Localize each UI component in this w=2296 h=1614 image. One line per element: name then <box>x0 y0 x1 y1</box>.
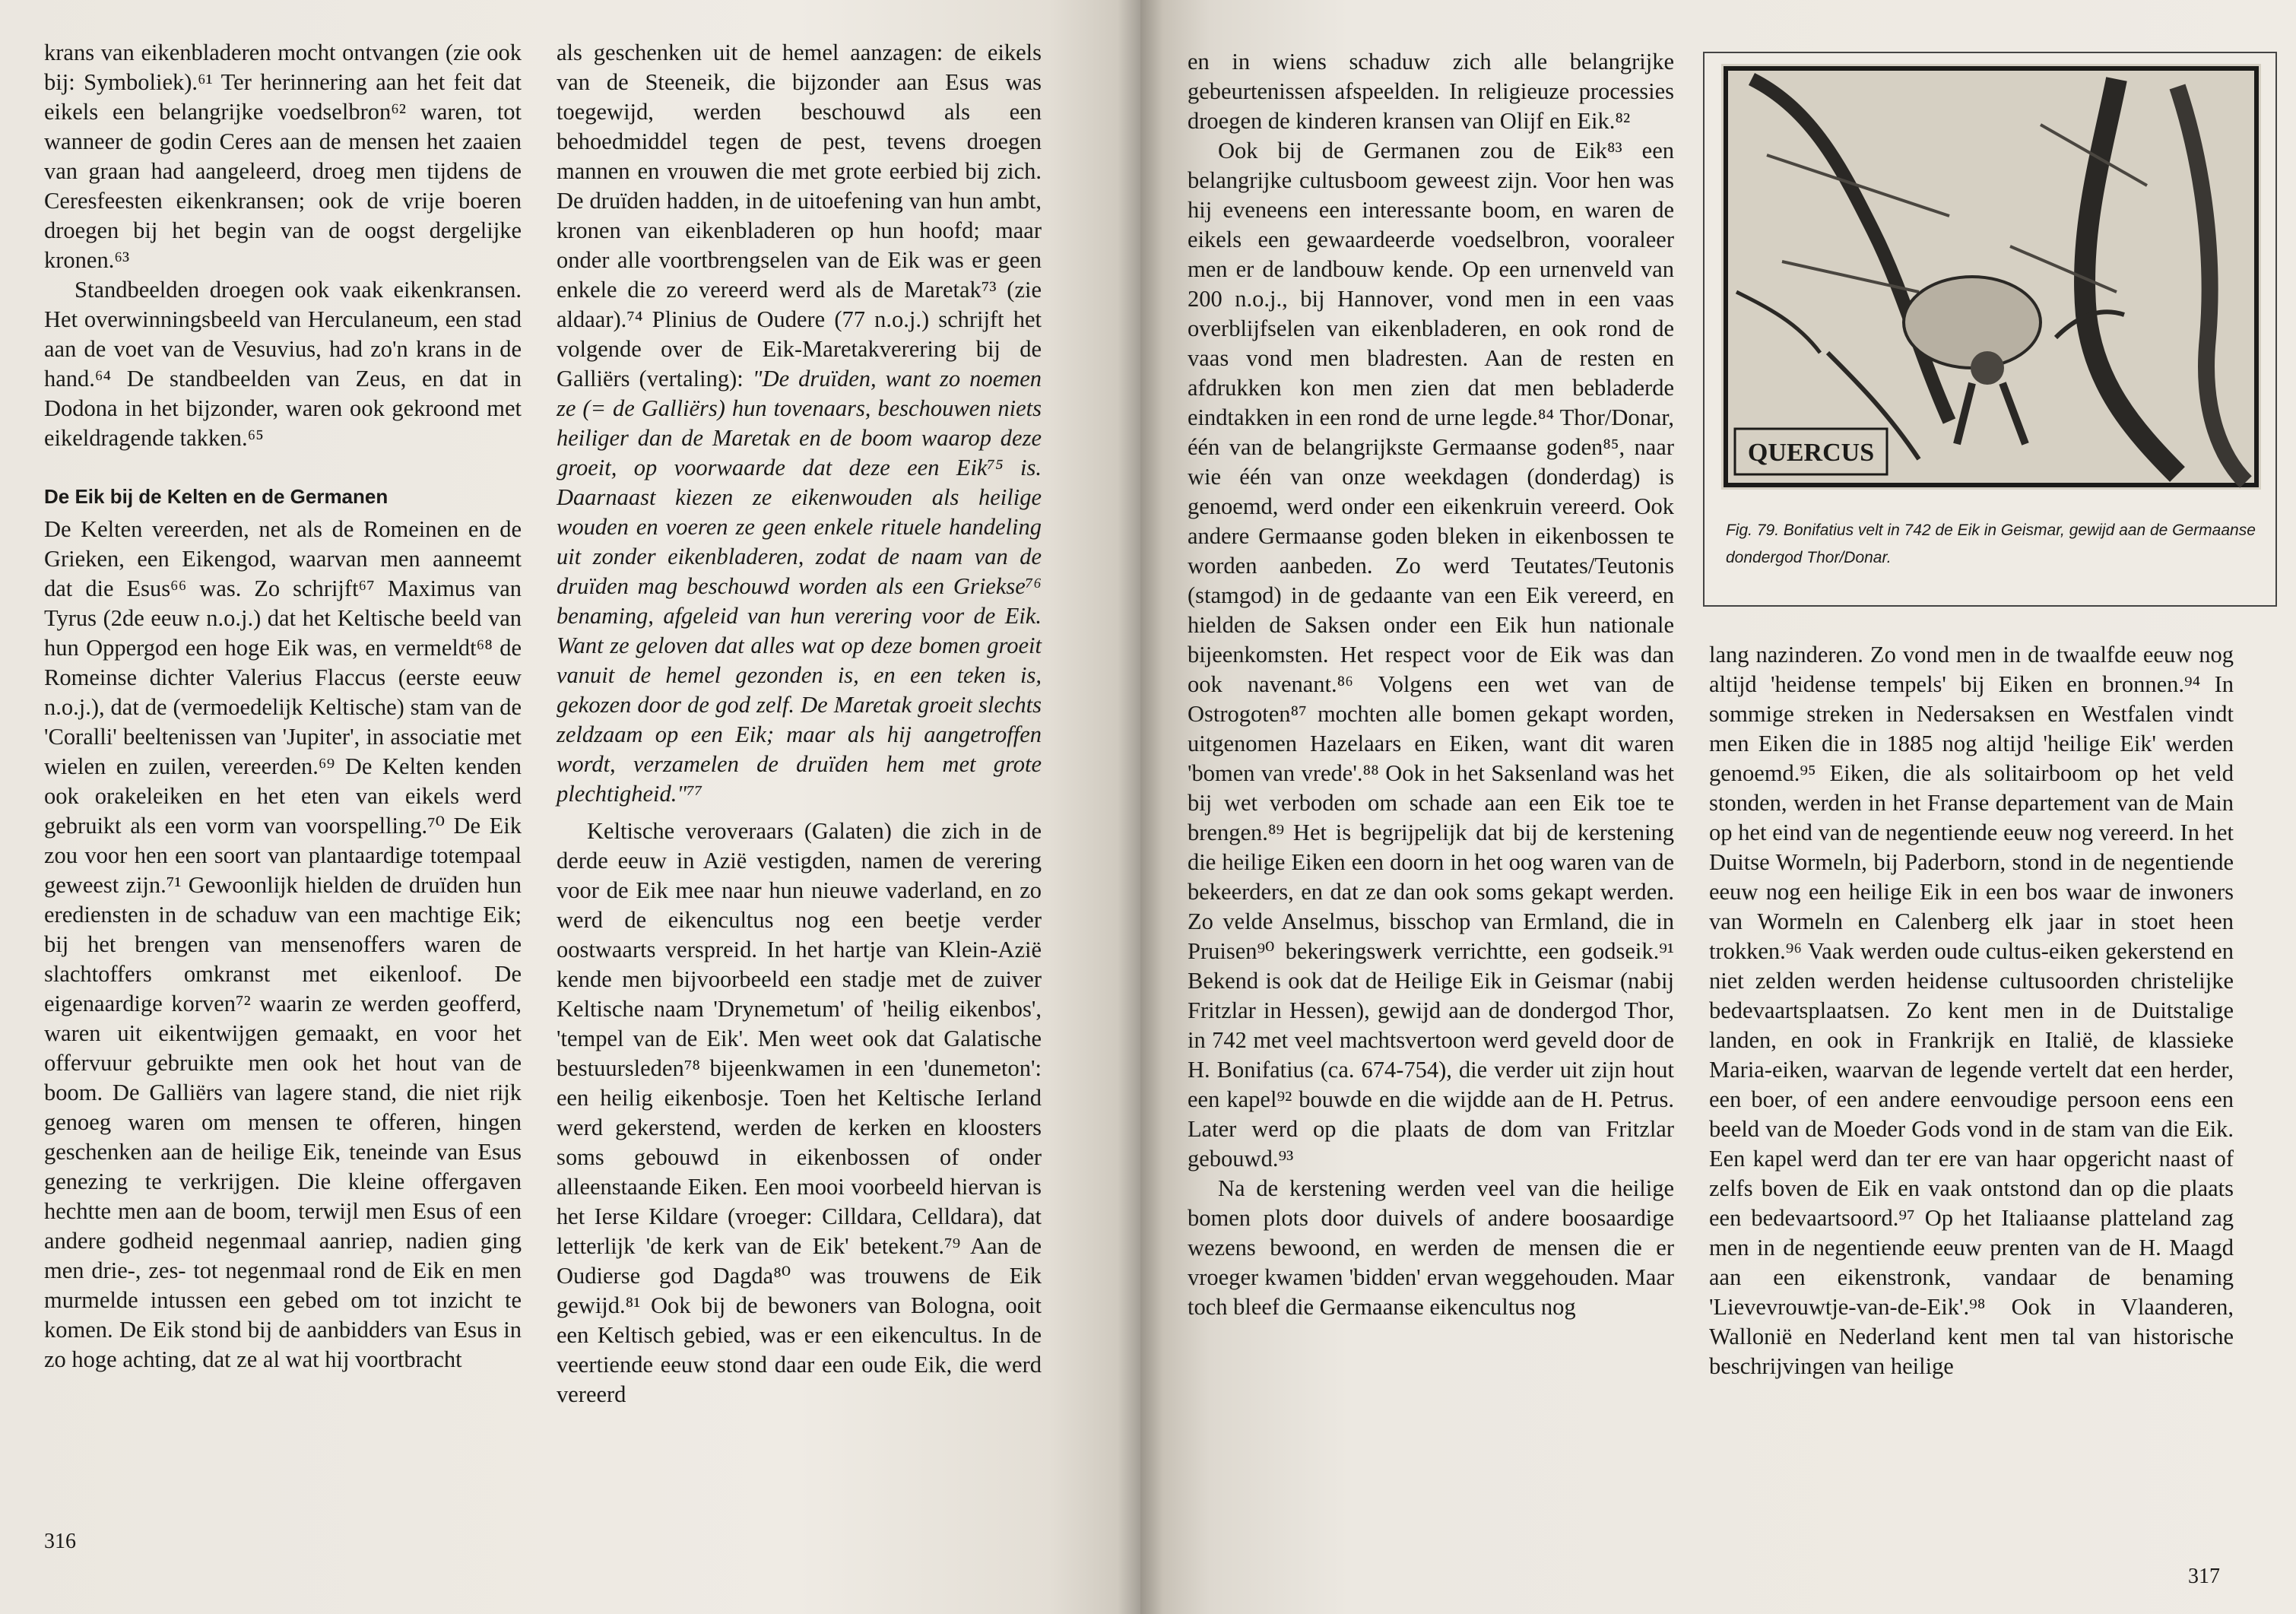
left-page-column-1 <box>44 38 522 1375</box>
paragraph: Na de kerstening werden veel van die heilige bomen plots door duivels of andere boosaardige wezens bewoond, en werden de mensen die er vroeger kwamen 'bidden' ervan weggehouden. Maar toch bleef die Germaanse eikencultus nog <box>1188 1175 1674 1320</box>
paragraph: lang nazinderen. Zo vond men in de twaalfde eeuw nog altijd 'heidense tempels' bij Eiken en bronnen.⁹⁴ In sommige streken in Nedersaksen en Westfalen vindt men Eiken die in 1885 nog altijd 'heilige Eik' werden genoemd.⁹⁵ Eiken, die als solitairboom op het veld stonden, werden in het Franse departement van de Main op het eind van de negentiende eeuw nog vereerd. In het Duitse Wormeln, bij Paderborn, stond in de negentiende eeuw nog een heilige Eik in een bos waar de inwoners van Wormeln en Calenberg elk jaar in stoet heen trokken.⁹⁶ Vaak werden oude cultus-eiken gekerstend en niet zelden werden heidense cultusoorden christelijke bedevaartsplaatsen. Zo kent men in de Duitstalige landen, en ook in Frankrijk en Italië, de klassieke Maria-eiken, waarvan de legende vertelt dat een herder, een boer, of een andere eenvoudige persoon eens een beeld van de Moeder Gods vond in de stam van die Eik. Een kapel werd dan ter ere van haar opgericht naast of zelfs boven de Eik en vaak ontstond dan op die plaats een bedevaartsoord.⁹⁷ Op het Italiaanse platteland zag men in de negentiende eeuw prenten van de H. Maagd aan een eikenstronk, vandaar de benaming 'Lievevrouwtje-van-de-Eik'.⁹⁸ Ook in Vlaanderen, Wallonië en Nederland kent men tal van historische beschrijvingen van heilige <box>1709 642 2234 1379</box>
paragraph: en in wiens schaduw zich alle belangrijke gebeurtenissen afspeelden. In religieuze processies droegen de kinderen kransen van Olijf en Eik.⁸² <box>1188 49 1674 134</box>
page-number-left: 316 <box>44 1530 76 1553</box>
section-heading: De Eik bij de Kelten en de Germanen <box>44 485 388 508</box>
right-page-column-2 <box>1709 640 2234 1381</box>
paragraph <box>557 38 1042 809</box>
oak-felling-engraving <box>1721 64 2261 490</box>
page-number-right: 317 <box>2188 1565 2220 1588</box>
paragraph: Keltische veroveraars (Galaten) die zich in de derde eeuw in Azië vestigden, namen de verering voor de Eik mee naar hun nieuwe vaderland, en zo werd de eikencultus nog een beetje verder oostwaarts verspreid. In het hartje van Klein-Azië kende men bijvoorbeeld een stadje met de zuiver Keltische naam 'Drynemetum' of 'heilig eikenbos', 'tempel van de Eik'. Men weet ook dat Galatische bestuursleden⁷⁸ bijeenkwamen in een 'dunemeton': een heilig eikenbosje. Toen het Keltische Ierland werd gekerstend, werden de kerken en kloosters soms gebouwd in eikenbossen of onder alleenstaande Eiken. Een mooi voorbeeld hiervan is het Ierse Kildare (vroeger: Cilldara, Celldara), dat letterlijk 'de kerk van de Eik' betekent.⁷⁹ Aan de Oudierse god Dagda⁸⁰ was trouwens de Eik gewijd.⁸¹ Ook bij de bewoners van Bologna, ooit een Keltisch gebied, was er een eikencultus. In de veertiende eeuw stond daar een oude Eik, die werd vereerd <box>557 818 1042 1407</box>
left-page <box>0 0 1140 1614</box>
left-page-column-2 <box>557 38 1042 1409</box>
figure-label: QUERCUS <box>1747 439 1875 467</box>
paragraph: Standbeelden droegen ook vaak eikenkransen. Het overwinningsbeeld van Herculaneum, een stad aan de voet van de Vesuvius, had zo'n krans in de hand.⁶⁴ De standbeelden van Zeus, en dat in Dodona in het bijzonder, waren ook gekroond met eikeldragende takken.⁶⁵ <box>44 277 522 451</box>
paragraph: krans van eikenbladeren mocht ontvangen (zie ook bij: Symboliek).⁶¹ Ter herinnering aan het feit dat eikels een belangrijke voedselbron⁶² waren, tot wanneer de godin Ceres aan de mensen het zaaien van graan had aangeleerd, droeg men tijdens de Ceresfeesten eikenkransen; ook de vrije boeren droegen bij het begin van de oogst dergelijke kronen.⁶³ <box>44 40 522 273</box>
paragraph: De Kelten vereerden, net als de Romeinen en de Grieken, een Eikengod, waarvan men aanneemt dat die Esus⁶⁶ was. Zo schrijft⁶⁷ Maximus van Tyrus (2de eeuw n.o.j.) dat het Keltische beeld van hun Oppergod een hoge Eik was, en vermeldt⁶⁸ de Romeinse dichter Valerius Flaccus (eerste eeuw n.o.j.), dat de (vermoedelijk Keltische) stam van de 'Coralli' beeltenissen van 'Jupiter', in associatie met wielen en zuilen, vereerden.⁶⁹ De Kelten kenden ook orakeleiken en het eten van eikels werd gebruikt als een vorm van voorspelling.⁷⁰ De Eik zou voor hen een soort van plantaardige totempaal geweest zijn.⁷¹ Gewoonlijk hielden de druïden hun erediensten in de schaduw van een machtige Eik; bij het brengen van mensenoffers waren de slachtoffers omkranst met eikenloof. De eigenaardige korven⁷² waarin ze werden geofferd, waren uit eikentwijgen gemaakt, en voor het offervuur gebruikte men ook het hout van de boom. De Galliërs van lagere stand, die niet rijk genoeg waren om mensen te offeren, hingen geschenken aan de heilige Eik, teneinde van Esus genezing te verkrijgen. Die kleine offergaven hechtte men aan de boom, terwijl men Esus of een andere godheid negenmaal aanriep, nadien ging men drie-, zes- tot negenmaal rond de Eik en men murmelde intussen een gebed om tot inzicht te komen. De Eik stond bij de aanbidders van Esus in zo hoge achting, dat ze al wat hij voortbracht <box>44 516 522 1372</box>
quotation-italic: "De druïden, want zo noemen ze (= de Galliërs) hun tovenaars, beschouwen niets heiliger dan de Maretak en de boom waarop deze groeit, op voorwaarde dat deze een Eik⁷⁵ is. Daarnaast kiezen ze eikenwouden als heilige wouden en voeren ze geen enkele rituele handeling uit zonder eikenbladeren, zodat de naam van de druïden mag beschouwd worden als een Griekse⁷⁶ benaming, afgeleid van hun verering voor de Eik. Want ze geloven dat alles wat op deze bomen groeit vanuit de hemel gezonden is, en een teken is, gekozen door de god zelf. De Maretak groeit slechts zeldzaam op een Eik; maar als hij aangetroffen wordt, verzamelen de druïden hem met grote plechtigheid."⁷⁷ <box>557 366 1042 807</box>
figure-box <box>1703 52 2277 607</box>
book-gutter <box>1118 0 1163 1614</box>
engraving-illustration <box>1721 64 2261 490</box>
right-page-column-1 <box>1188 47 1674 1322</box>
paragraph: Ook bij de Germanen zou de Eik⁸³ een belangrijke cultusboom geweest zijn. Voor hen was hij eveneens een interessante boom, en waren de eikels een gewaardeerde voedselbron, vooraleer men er de landbouw kende. Op een urnenveld van 200 n.o.j., bij Hannover, vond men in een vaas overblijfselen van eikenbladeren, en ook rond de vaas vond men bladresten. Aan de resten en afdrukken kon men zien dat men bebladerde eindtakken in een rond de urne legde.⁸⁴ Thor/Donar, één van de belangrijkste Germaanse goden⁸⁵, naar wie één van onze weekdagen (donderdag) is genoemd, werd onder een eikenkruin vereerd. Ook andere Germaanse goden bleken in eikenbossen te worden aanbeden. Zo werd Teutates/Teutonis (stamgod) in de gedaante van een Eik vereerd, en hielden de Saksen onder een Eik hun nationale bijeenkomsten. Het respect voor de Eik was dan ook navenant.⁸⁶ Volgens een wet van de Ostrogoten⁸⁷ mochten alle bomen gekapt worden, uitgenomen Hazelaars en Eiken, want dit waren 'bomen van vrede'.⁸⁸ Ook in het Saksenland was het bij wet verboden om schade aan een Eik toe te brengen.⁸⁹ Het is begrijpelijk dat bij de kerstening die heilige Eiken een doorn in het oog waren van de bekeerders, en dat ze dan ook soms gekapt werden. Zo velde Anselmus, bisschop van Ermland, die in Pruisen⁹⁰ bekeringswerk verrichtte, een godseik.⁹¹ Bekend is ook dat de Heilige Eik in Geismar (nabij Fritzlar in Hessen), gewijd aan de dondergod Thor, in 742 met veel machtsvertoon werd geveld door de H. Bonifatius (ca. 674-754), die verder uit zijn hout een kapel⁹² bouwde en die wijdde aan de H. Petrus. Later werd op die plaats de dom van Fritzlar gebouwd.⁹³ <box>1188 138 1674 1172</box>
text-run: als geschenken uit de hemel aanzagen: de eikels van de Steeneik, die bijzonder aan Esus was toegewijd, werden beschouwd als een behoedmiddel tegen de pest, tevens droegen mannen en vrouwen die met grote eerbied bij zich. De druïden hadden, in de uitoefening van hun ambt, kronen van eikenbladeren op hun hoofd; maar onder alle voortbrengselen van de Eik was er geen enkele die zo vereerd werd als de Maretak⁷³ (zie aldaar).⁷⁴ Plinius de Oudere (77 n.o.j.) schrijft het volgende over de Eik-Maretakverering bij de Galliërs (vertaling): <box>557 40 1042 392</box>
figure-caption: Fig. 79. Bonifatius velt in 742 de Eik in Geismar, gewijd aan de Germaanse dondergod Thor/Donar. <box>1726 522 2256 566</box>
